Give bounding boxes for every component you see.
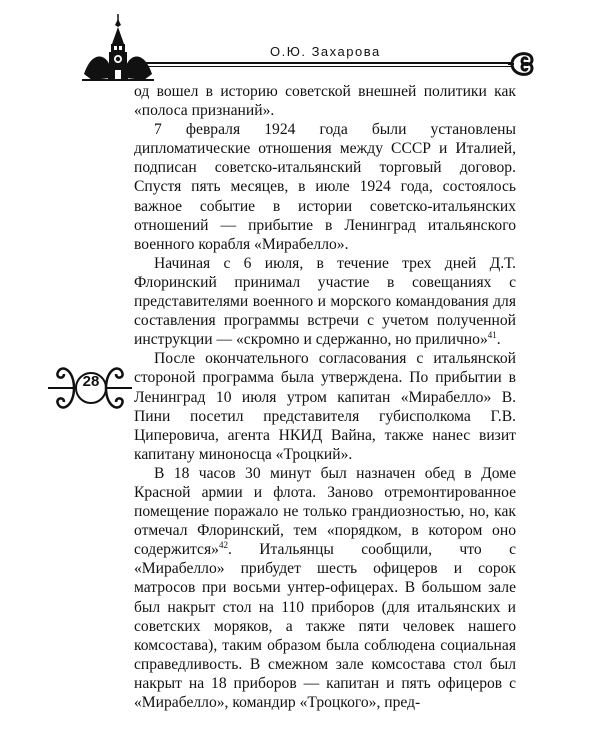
footnote-ref: 42 [218,540,228,551]
page-number: 28 [82,373,100,390]
paragraph: После окончательного согласования с итальянской стороной программа была утверждена. По прибытии в Ленинград 10 июля утром капитан «Мирабелло» В. Пини посетил представителя губисполкома Г.В. Циперовича, агента НКИД Вайна, также нанес визит капитану миноносца «Троцкий». [134,350,516,463]
kremlin-tower-emblem-icon [82,14,154,84]
paragraph: 7 февраля 1924 года были установлены дипломатические отношения между СССР и Италией, подписан советско-итальянский торговый договор. Спустя пять месяцев, в июле 1924 года, состоялось важное событие в истории советско-итальянских отношений — прибытие в Ленинград итальянского военного корабля «Мирабелло». [134,121,516,253]
paragraph: од вошел в историю советской внешней политики как «полоса признаний». [134,83,516,120]
paragraph: В 18 часов 30 минут был назначен обед в Доме Красной армии и флота. Заново отремонтированное помещение поражало не только грандиозностью, но, как отмечал Флоринский, тем «порядком, в котором оно содержится»$^{42}$. Итальянцы сообщили, что с «Мирабелло» прибудет шесть офицеров и сорок матросов при восьми унтер-офицерах. В большом зале был накрыт стол на 110 приборов (для итальянских и советских моряков, а также пяти человек нашего комсостава), таким образом была соблюдена социальная справедливость. В смежном зале комсостава стол был накрыт на 18 приборов — капитан и пять офицеров с «Мирабелло», командир «Троцкого», пред- [134,464,516,711]
paragraph: Начиная с 6 июля, в течение трех дней Д.Т. Флоринский принимал участие в совещаниях с представителями военного и морского командования для составления программы встречи с учетом полученной инструкции — «скромно и сдержанно, но прилично»$^{41}$. [134,254,516,349]
page-body [134,82,516,712]
scroll-ornament-icon [508,46,538,82]
running-head-author: О.Ю. Захарова [270,44,381,59]
header-rule [132,62,512,64]
footnote-ref: 41 [487,330,497,341]
header-rule-thin [132,66,512,67]
